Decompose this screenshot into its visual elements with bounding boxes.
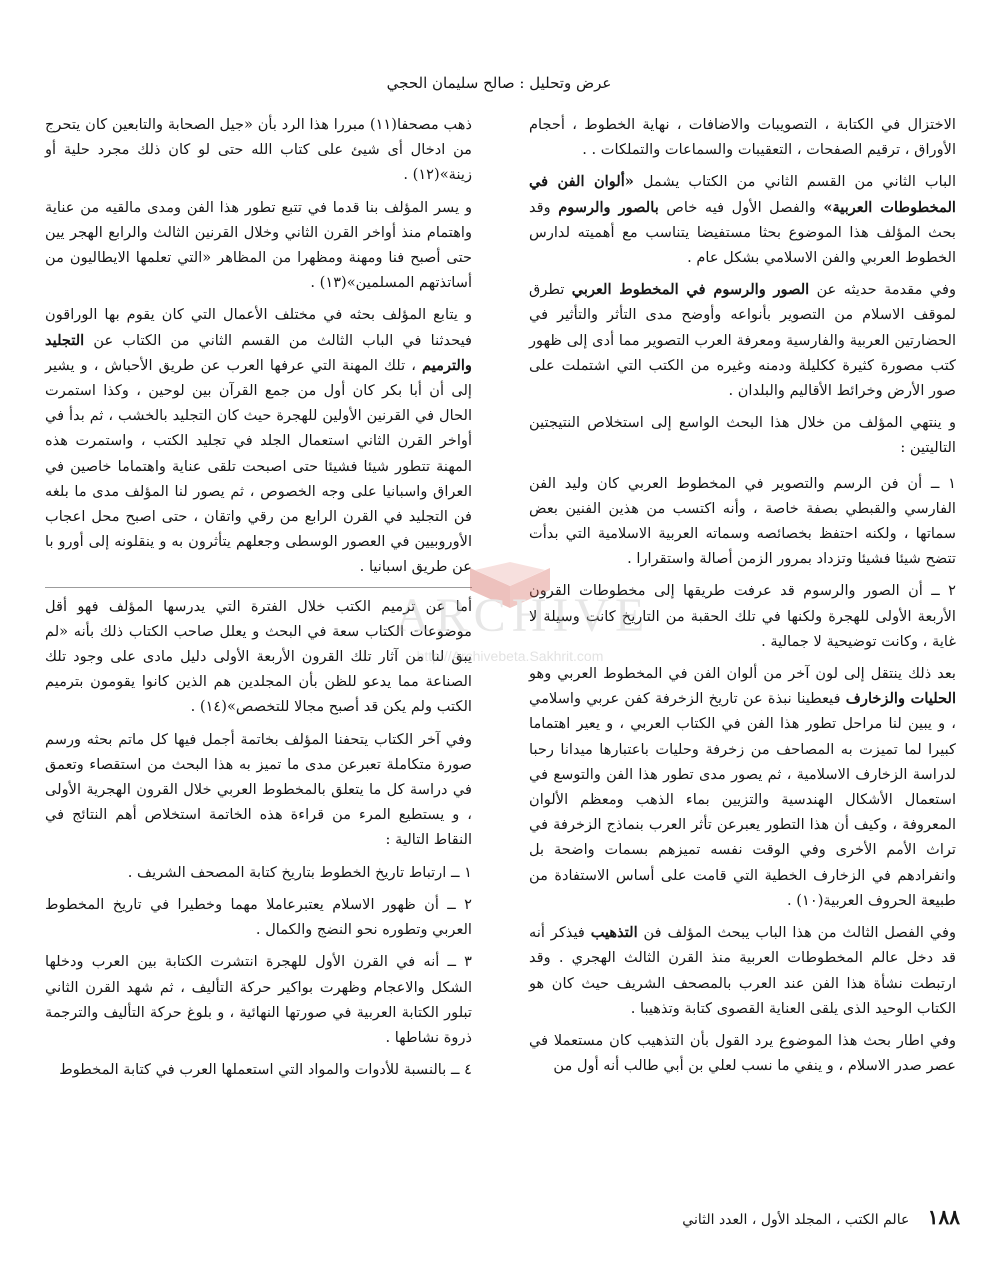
right-column xyxy=(529,112,956,1085)
paragraph: و يسر المؤلف بنا قدما في تتبع تطور هذا الفن ومدى مالقيه من عناية واهتمام منذ أواخر القرن الثاني وخلال القرنين الثالث والرابع الهجر يين حتى أصبح فنا ومهنة ومظهرا من المظاهر «التي تعلمها الايطاليون من أساتذتهم المسلمين»(١٣) . xyxy=(45,198,472,292)
paragraph: ذهب مصحفا(١١) مبررا هذا الرد بأن «جيل الصحابة والتابعين كان يتحرج من ادخال أى شيئ على كتاب الله حتى لو كان ذلك مجرد حلية أو زينة»(١٢) . xyxy=(45,116,472,184)
paragraph xyxy=(529,277,956,403)
bold-term: الصور والرسوم في المخطوط العربي xyxy=(571,281,810,299)
page-footer xyxy=(640,1205,960,1229)
paragraph: و ينتهي المؤلف من خلال هذا البحث الواسع إلى استخلاص النتيجتين التاليتين : xyxy=(529,414,956,457)
paragraph xyxy=(529,661,956,913)
paragraph-text: تطرق لموقف الاسلام من التصوير بأنواعه وأوضح مدى التأثر والتأثير في الحضارتين العربية والفارسية ومعرفة العرب التصوير مما أدى إلى ظهور كتب مصورة كثيرة ككليلة ودمنه وغيره من الكتب التي اشتملت على صور الأرض وخرائط الأقاليم والبلدان . xyxy=(529,281,956,400)
paragraph-text: و يتابع المؤلف بحثه في مختلف الأعمال التي كان يقوم بها الوراقون فيحدثنا في الباب الثالث من القسم الثاني من الكتاب عن xyxy=(45,306,472,349)
numbered-point: ٤ ــ بالنسبة للأدوات والمواد التي استعملها العرب في كتابة المخطوط xyxy=(59,1061,472,1079)
page-number: ١٨٨ xyxy=(927,1205,960,1229)
paragraph-text: والفصل الأول فيه خاص xyxy=(658,198,824,216)
paragraph-text: وفي الفصل الثالث من هذا الباب يبحث المؤلف فن xyxy=(637,924,956,942)
paragraph xyxy=(529,169,956,270)
numbered-point: ١ ــ أن فن الرسم والتصوير في المخطوط العربي كان وليد الفن الفارسي والقبطي بصفة خاصة ، وأنه اكتسب من هذين الفنين بعض سماتها ، ولكنه احتفظ بخصائصه وسماته العربية الاسلامية التي بدأت تتضح شيئا فشيئا وتزداد بمرور الزمن أصالة واستقرارا . xyxy=(529,474,956,568)
paragraph: وفي آخر الكتاب يتحفنا المؤلف بخاتمة أجمل فيها كل ماتم بحثه ورسم صورة متكاملة تعبرعن مدى ما تميز به هذا البحث من استقصاء وتعمق في دراسة كل ما يتعلق بالمخطوط العربي خلال القرون الهجرية الأولى ، و يستطيع المرء من قراءة هذه الخاتمة استخلاص أهم النتائج في النقاط التالية : xyxy=(45,730,472,849)
watermark-url: http://Archivebeta.Sakhrit.com xyxy=(416,648,604,664)
numbered-point: ٣ ــ أنه في القرن الأول للهجرة انتشرت الكتابة بين العرب ودخلها الشكل والاعجام وظهرت بواكير حركة التأليف ، ثم شهد القرن الثاني تبلور الكتابة العربية في صورتها النهائية ، و بلوغ حركة التأليف والترجمة ذروة نشاطها . xyxy=(45,953,472,1046)
bold-term: الحليات والزخارف xyxy=(845,690,956,708)
numbered-point: ١ ــ ارتباط تاريخ الخطوط بتاريخ كتابة المصحف الشريف . xyxy=(127,863,472,881)
paragraph: وفي اطار بحث هذا الموضوع يرد القول بأن التذهيب كان مستعملا في عصر صدر الاسلام ، و ينفي ما نسب لعلي بن أبي طالب أنه أول من xyxy=(529,1031,956,1075)
watermark-text: ARCHIVE xyxy=(395,589,651,642)
left-column xyxy=(45,112,472,1089)
paragraph: أما عن ترميم الكتب خلال الفترة التي يدرسها المؤلف فهو أقل موضوعات الكتاب سعة في البحث و يعلل صاحب الكتاب ذلك بأنه «لم يبق لنا من آثار تلك القرون الأربعة الأولى دليل مادى على وجود تلك الصناعة مما يدعو للظن بأن المجلدين هم الذين كانوا يقومون بترميم الكتب ولم يكن قد أصبح مجالا للتخصص»(١٤) . xyxy=(45,587,472,720)
paragraph xyxy=(45,302,472,579)
paragraph-text: الباب الثاني من القسم الثاني من الكتاب يشمل xyxy=(633,173,956,191)
paragraph-text: وفي مقدمة حديثه عن xyxy=(809,281,956,299)
numbered-point: ٢ ــ أن ظهور الاسلام يعتبرعاملا مهما وخطيرا في تاريخ المخطوط العربي وتطوره نحو النضج والكمال . xyxy=(45,895,472,939)
paragraph-text: فيعطينا نبذة عن تاريخ الزخرفة كفن عربي واسلامي ، و يبين لنا مراحل تطور هذا الفن في الكتاب العربي ، و يعير اهتماما كبيرا لما تميزت به المصاحف من زخرفة وحليات باعتبارها ميدانا رحبا لدراسة الزخارف الاسلامية ، ثم يصور مدى تطور هذا الفن والتوسع في استعمال الأشكال الهندسية والتزيين بماء الذهب ومعظم الألوان المعروفة ، وكيف أن هذا التطور يعبرعن تأثر العرب بنماذج الزخرفة في تراث الأمم الأخرى وفي الوقت نفسه تميزهم بسمات واضحة بل وانفرادهم في الزخارف الخطية التي قامت على أساس الاستفادة من طبيعة الحروف العربية(١٠) . xyxy=(529,690,956,909)
numbered-point: ٢ ــ أن الصور والرسوم قد عرفت طريقها إلى مخطوطات القرون الأربعة الأولى للهجرة ولكنها في تلك الحقبة من التاريخ كانت وسيلة لا غاية ، وكانت توضيحية لا جمالية . xyxy=(529,582,956,650)
paragraph-text: بعد ذلك ينتقل إلى لون آخر من ألوان الفن في المخطوط العربي وهو xyxy=(529,665,956,683)
bold-term: التجليد والترميم xyxy=(45,331,472,374)
running-header: عرض وتحليل : صالح سليمان الحجي xyxy=(386,74,612,92)
bold-term: «ألوان الفن في المخطوطات العربية» xyxy=(529,173,956,216)
paragraph-text: ، تلك المهنة التي عرفها العرب عن طريق الأحباش ، و يشير إلى أن أبا بكر كان أول من جمع القرآن بين لوحين ، وكذا استمرت الحال في القرنين الأولين للهجرة حيث كان التجليد بالخشب ، ثم بدأ في أواخر القرن الثاني استعمال الجلد في تجليد الكتب ، واستمرت هذه المهنة تتطور شيئا فشيئا حتى اصبحت تلقى عناية واهتماما خاصين في العراق واسبانيا على وجه الخصوص ، ثم يصور لنا المؤلف مدى ما بلغه فن التجليد في القرن الرابع من رقي واتقان ، حتى اصبح محل اعجاب الأوروبيين في العصور الوسطى وجعلهم يتأثرون به و ينقلونه إلى أورو با عن طريق اسبانيا . xyxy=(45,356,472,576)
paragraph: الاختزال في الكتابة ، التصويبات والاضافات ، نهاية الخطوط ، أحجام الأوراق ، ترقيم الصفحات ، التعقيبات والسماعات والتملكات . . xyxy=(529,116,956,159)
bold-term: بالصور والرسوم xyxy=(558,198,659,216)
paragraph-text: فيذكر أنه قد دخل عالم المخطوطات العربية منذ القرن الثالث الهجري . وقد ارتبطت نشأة هذا الفن عند العرب بالمصحف الشريف حيث كان هو الكتاب الوحيد الذى يلقى العناية القصوى كتابة وتذهيبا . xyxy=(529,924,956,1017)
paragraph-text: وقد بحث المؤلف هذا الموضوع بحثا مستفيضا يتناسب مع أهميته لدارس الخطوط العربي والفن الاسلامي بشكل عام . xyxy=(529,198,956,267)
paragraph xyxy=(529,920,956,1021)
journal-name: عالم الكتب ، المجلد الأول ، العدد الثاني xyxy=(682,1212,910,1228)
bold-term: التذهيب xyxy=(590,924,638,942)
